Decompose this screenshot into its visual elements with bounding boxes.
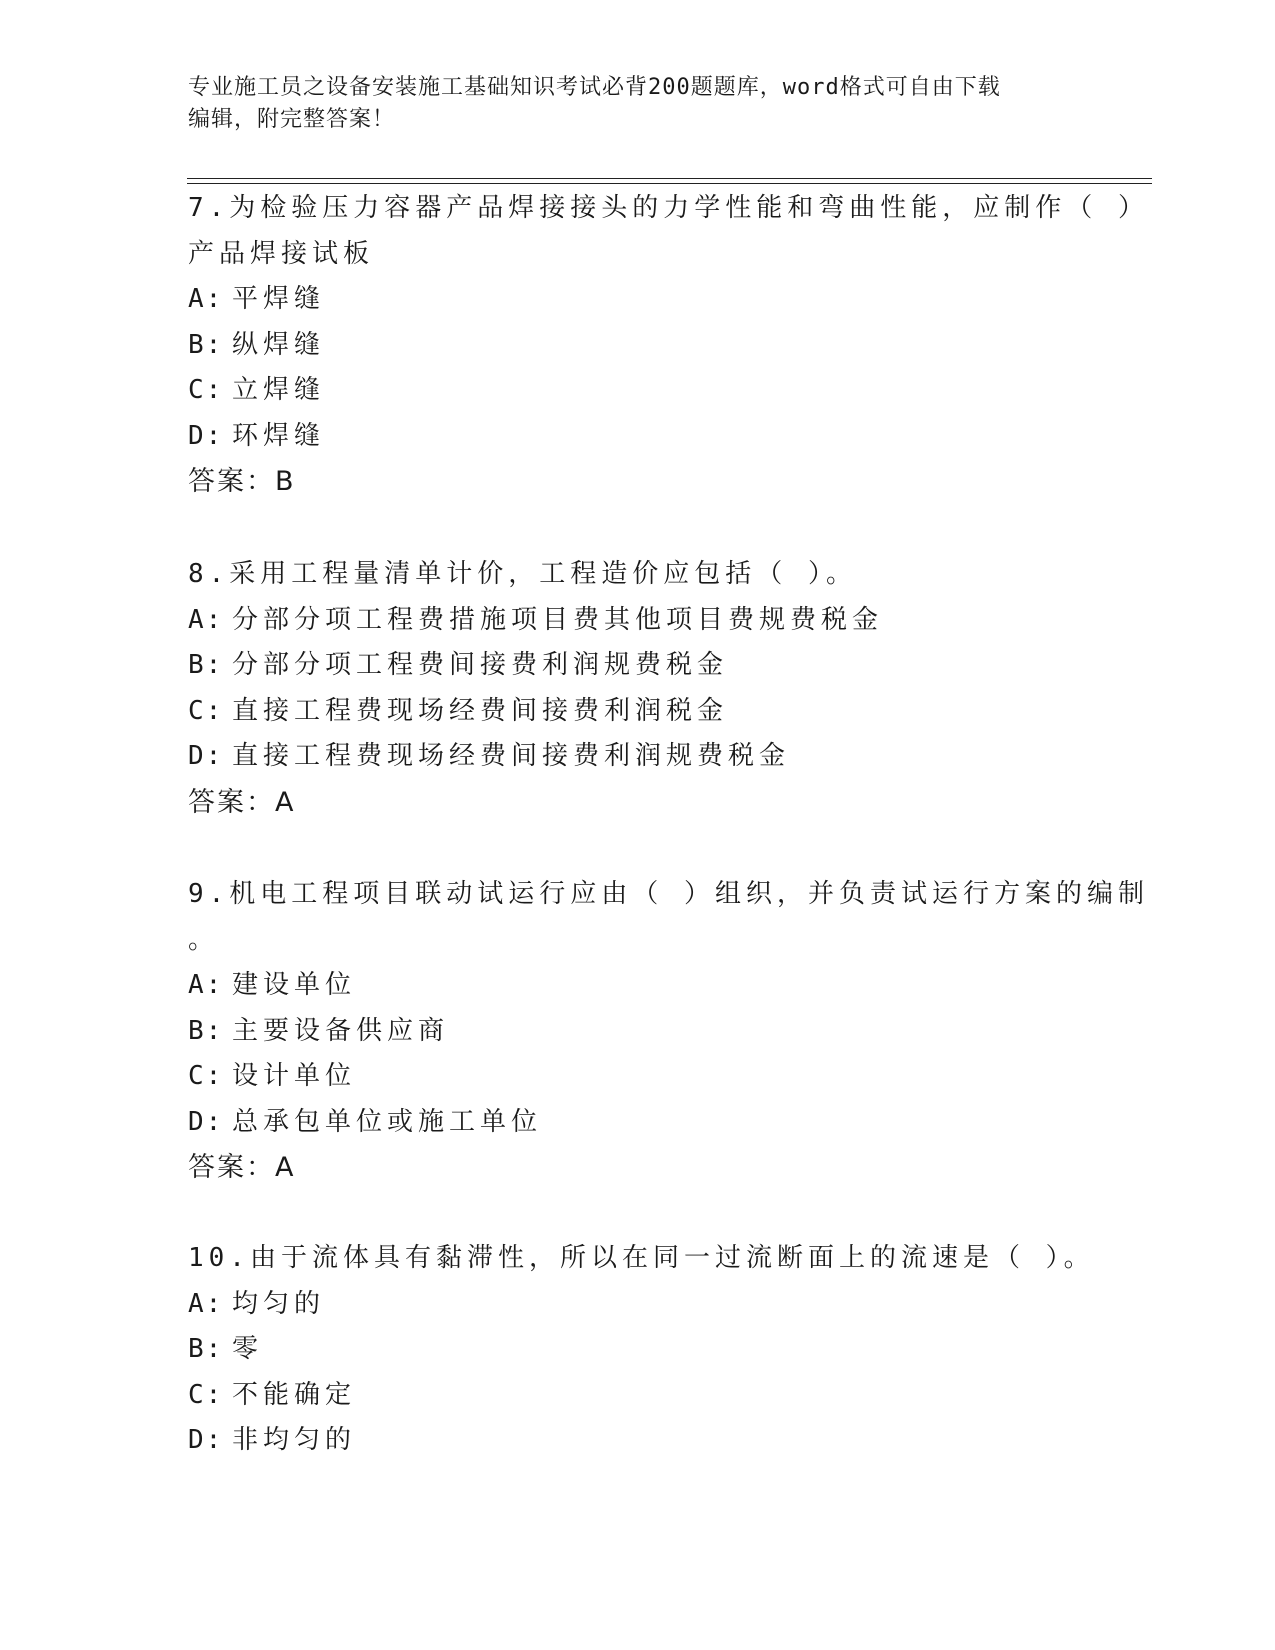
option-letter: D:	[188, 741, 224, 771]
answer-line: 答案：A	[188, 786, 296, 818]
question-8	[188, 552, 1088, 825]
question-stem	[188, 1236, 1095, 1282]
option-letter: C:	[188, 695, 224, 726]
option-letter: B:	[188, 329, 224, 360]
header-line-2: 编辑，附完整答案！	[188, 107, 396, 132]
option-letter: A:	[188, 284, 224, 314]
option-a	[188, 963, 1088, 1009]
option-text: 分部分项工程费措施项目费其他项目费规费税金	[232, 604, 884, 635]
option-text: 纵焊缝	[232, 329, 326, 360]
option-a	[188, 598, 1088, 644]
question-10	[188, 1236, 1095, 1464]
option-letter: D:	[188, 420, 224, 451]
option-text: 总承包单位或施工单位	[232, 1106, 543, 1137]
option-text: 立焊缝	[232, 375, 326, 405]
question-stem	[188, 872, 1149, 963]
answer-line: 答案：A	[188, 1152, 296, 1183]
stem-line: 产品焊接试板	[188, 238, 375, 269]
option-letter: B:	[188, 1334, 224, 1364]
option-letter: A:	[188, 1288, 224, 1319]
stem-line: 。	[188, 924, 220, 955]
option-text: 直接工程费现场经费间接费利润税金	[232, 695, 729, 726]
option-text: 直接工程费现场经费间接费利润规费税金	[232, 741, 791, 771]
option-letter: B:	[188, 650, 224, 680]
option-text: 主要设备供应商	[232, 1015, 450, 1046]
option-c	[188, 1054, 1088, 1100]
question-7	[188, 186, 1149, 505]
option-text: 不能确定	[232, 1379, 357, 1410]
option-text: 非均匀的	[232, 1425, 357, 1455]
option-b	[188, 323, 1088, 369]
option-letter: C:	[188, 375, 224, 405]
option-text: 均匀的	[232, 1288, 326, 1319]
option-c	[188, 689, 1088, 735]
question-stem	[188, 552, 1088, 598]
option-text: 平焊缝	[232, 284, 326, 314]
option-text: 零	[232, 1334, 264, 1364]
option-a	[188, 1282, 1088, 1328]
header-line-1: 专业施工员之设备安装施工基础知识考试必背200题题库，word格式可自由下载	[188, 75, 1001, 100]
stem-line: 9.机电工程项目联动试运行应由（ ）组织，并负责试运行方案的编制	[188, 879, 1149, 909]
option-c	[188, 368, 1088, 414]
question-stem	[188, 186, 1149, 277]
stem-line: 8.采用工程量清单计价，工程造价应包括（ ）。	[188, 559, 857, 589]
option-b	[188, 1009, 1088, 1055]
option-d	[188, 1100, 1088, 1146]
option-letter: C:	[188, 1379, 224, 1410]
question-9	[188, 872, 1149, 1191]
option-letter: D:	[188, 1425, 224, 1455]
option-d	[188, 1418, 1088, 1464]
option-a	[188, 277, 1088, 323]
option-letter: D:	[188, 1106, 224, 1137]
stem-line: 7.为检验压力容器产品焊接接头的力学性能和弯曲性能，应制作（ ）	[188, 193, 1149, 223]
option-letter: B:	[188, 1015, 224, 1046]
option-letter: C:	[188, 1061, 224, 1091]
header-divider-bottom	[187, 183, 1152, 184]
header-divider-top	[187, 178, 1152, 179]
option-d	[188, 414, 1088, 460]
option-text: 分部分项工程费间接费利润规费税金	[232, 650, 729, 680]
option-letter: A:	[188, 970, 224, 1000]
option-letter: A:	[188, 604, 224, 635]
option-c	[188, 1373, 1088, 1419]
option-text: 设计单位	[232, 1061, 357, 1091]
option-text: 环焊缝	[232, 420, 326, 451]
answer-line: 答案：B	[188, 466, 296, 497]
option-text: 建设单位	[232, 970, 357, 1000]
option-b	[188, 1327, 1088, 1373]
option-d	[188, 734, 1088, 780]
document-header	[188, 72, 1068, 136]
stem-line: 10.由于流体具有黏滞性，所以在同一过流断面上的流速是（ ）。	[188, 1243, 1095, 1273]
option-b	[188, 643, 1088, 689]
